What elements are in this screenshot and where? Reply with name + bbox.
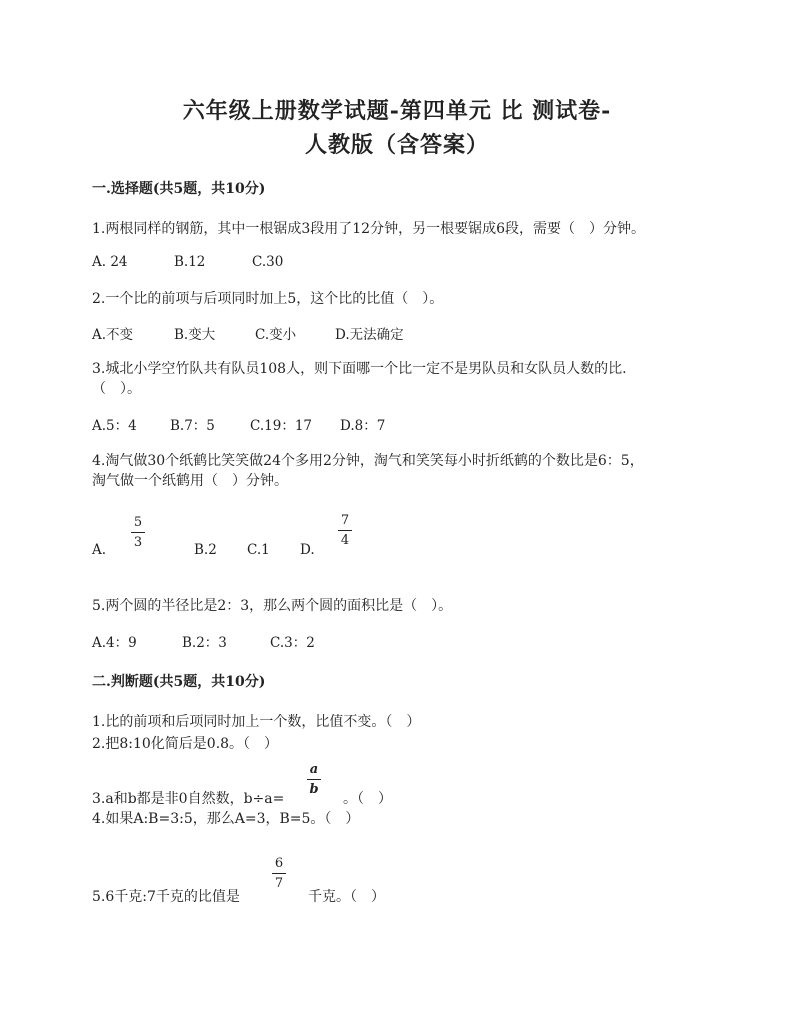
- question-5-option-a: A.4：9: [92, 635, 137, 651]
- question-5-option-c: C.3：2: [270, 635, 315, 651]
- fraction-bar: [272, 873, 286, 874]
- question-4-option-a-fraction: [131, 516, 145, 549]
- question-4-option-c: C.1: [247, 542, 270, 558]
- fraction-denominator: b: [309, 782, 319, 797]
- fraction-bar: [307, 779, 321, 780]
- judgment-3-fraction: [307, 763, 321, 796]
- question-1-option-a: A. 24: [92, 254, 128, 270]
- judgment-2-text: 2.把8:10化简后是0.8。（ ）: [92, 736, 279, 752]
- question-2-option-d: D.无法确定: [335, 327, 404, 343]
- judgment-3-text-pre: 3.a和b都是非0自然数，b÷a=: [92, 791, 285, 807]
- question-4-option-a-label: A.: [92, 542, 107, 558]
- question-3-option-b: B.7：5: [170, 418, 215, 434]
- fraction-bar: [338, 530, 352, 531]
- fraction-denominator: 7: [274, 876, 284, 891]
- question-2-option-a: A.不变: [92, 327, 134, 343]
- fraction-numerator: 5: [133, 515, 143, 530]
- question-3-text-line2: （ ）。: [92, 381, 141, 397]
- section1-heading: 一.选择题(共5题，共10分): [92, 181, 266, 197]
- fraction-numerator: 7: [340, 513, 350, 528]
- question-3-option-d: D.8：7: [340, 418, 386, 434]
- question-4-option-d-fraction: [338, 514, 352, 547]
- question-3-option-c: C.19：17: [250, 418, 312, 434]
- judgment-5-text-post: 千克。（ ）: [308, 889, 385, 905]
- question-5-text: 5.两个圆的半径比是2：3，那么两个圆的面积比是（ ）。: [92, 598, 453, 614]
- question-2-option-c: C.变小: [255, 327, 297, 343]
- question-2-option-b: B.变大: [174, 327, 216, 343]
- question-2-text: 2.一个比的前项与后项同时加上5，这个比的比值（ ）。: [92, 291, 444, 307]
- fraction-bar: [131, 532, 145, 533]
- judgment-5-fraction: [272, 857, 286, 890]
- question-1-option-c: C.30: [252, 254, 284, 270]
- question-1-text: 1.两根同样的钢筋，其中一根锯成3段用了12分钟，另一根要锯成6段，需要（ ）分钟。: [92, 221, 645, 237]
- question-5-option-b: B.2：3: [182, 635, 227, 651]
- judgment-1-text: 1.比的前项和后项同时加上一个数，比值不变。（ ）: [92, 714, 421, 730]
- fraction-denominator: 3: [133, 535, 143, 550]
- fraction-numerator: 6: [274, 856, 284, 871]
- question-4-text-line1: 4.淘气做30个纸鹤比笑笑做24个多用2分钟，淘气和笑笑每小时折纸鹤的个数比是6：5，: [92, 453, 644, 469]
- fraction-denominator: 4: [340, 533, 350, 548]
- question-3-option-a: A.5：4: [92, 418, 137, 434]
- page-title-line1: 六年级上册数学试题-第四单元 比 测试卷-: [182, 98, 612, 124]
- section2-heading: 二.判断题(共5题，共10分): [92, 674, 266, 690]
- question-4-option-d-label: D.: [300, 542, 315, 558]
- question-4-text-line2: 淘气做一个纸鹤用（ ）分钟。: [92, 473, 288, 489]
- judgment-5-text-pre: 5.6千克:7千克的比值是: [92, 889, 240, 905]
- fraction-numerator: a: [309, 762, 319, 777]
- question-1-option-b: B.12: [174, 254, 206, 270]
- judgment-3-text-post: 。（ ）: [343, 791, 392, 807]
- question-3-text-line1: 3.城北小学空竹队共有队员108人，则下面哪一个比一定不是男队员和女队员人数的比.: [92, 361, 627, 377]
- judgment-4-text: 4.如果A:B=3:5，那么A=3，B=5。（ ）: [92, 811, 360, 827]
- question-4-option-b: B.2: [194, 542, 217, 558]
- page-title-line2: 人教版（含答案）: [304, 132, 489, 158]
